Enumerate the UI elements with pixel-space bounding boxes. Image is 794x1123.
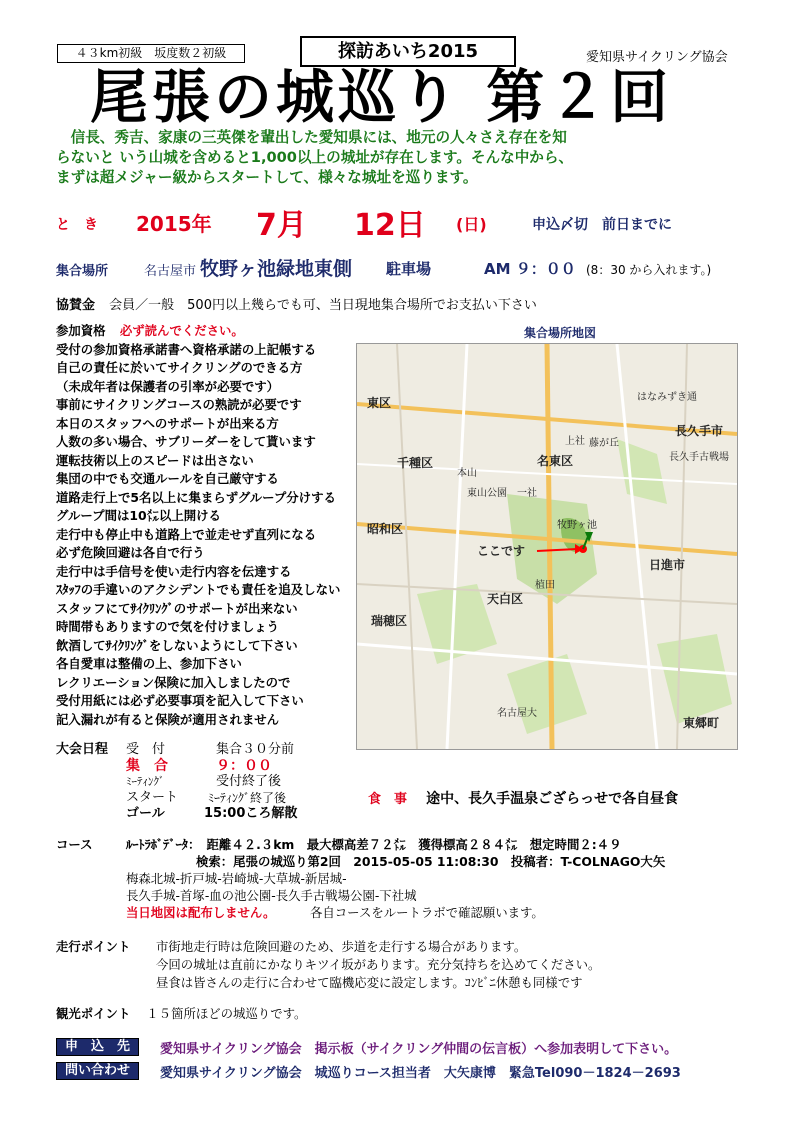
points-line: 昼食は皆さんの走行に合わせて臨機応変に設定します。ｺﾝﾋﾞﾆ休憩も同様です (156, 975, 583, 990)
requirement-item: 事前にサイクリングコースの熟読が必要です (56, 397, 302, 412)
requirement-item: グループ間は10㍍以上開ける (56, 508, 221, 523)
schedule-row-value: 集合３０分前 (216, 742, 295, 757)
requirements (56, 322, 340, 729)
sight-row (56, 1004, 306, 1022)
points-line: 今回の城址は直前にかなりキツイ坂があります。充分気持ちを込めてください。 (156, 957, 601, 972)
requirement-item: スタッフにてｻｲｸﾘﾝｸﾞのサポートが出来ない (56, 600, 298, 616)
course-route: 長久手城-首塚-血の池公園-長久手古戦場公園-下社城 (126, 888, 417, 903)
course-route: 梅森北城-折戸城-岩崎城-大草城-新居城- (126, 871, 347, 886)
map-label: 昭和区 (367, 522, 404, 536)
intro (56, 128, 573, 188)
requirement-item: 本日のスタッフへのサポートが出来る方 (56, 415, 279, 431)
map-label: 天白区 (487, 592, 524, 606)
meeting-note: (8：30 から入れます。) (586, 263, 712, 277)
map-here-label: ここです (477, 544, 526, 558)
map-label: 一社 (517, 488, 537, 499)
contact-text: 愛知県サイクリング協会 城巡りコース担当者 大矢康博 緊急Tel090－1824－2693 (160, 1066, 681, 1081)
schedule-row-value: 受付終了後 (216, 774, 282, 789)
date-year: 2015年 (136, 212, 212, 236)
date-day: 12日 (354, 208, 426, 243)
map-label: 瑞穂区 (371, 614, 408, 628)
schedule-row-value: 15:00ころ解散 (204, 806, 298, 821)
deadline: 申込〆切 前日までに (532, 217, 672, 233)
requirement-item: 走行中も停止中も道路上で並走せず直列になる (56, 526, 317, 542)
map-graphic (357, 344, 737, 749)
sight-label: 観光ポイント (56, 1006, 131, 1021)
schedule-row-name: スタート (126, 790, 179, 805)
requirement-item: 人数の多い場合、サブリーダーをして貰います (56, 434, 316, 449)
map-label: 上社 (565, 436, 585, 447)
intro-line: らないと いう山城を含めると1,000以上の城址が存在します。そんな中から、 (56, 149, 574, 166)
date-label: と き (56, 217, 98, 233)
map-label: 藤が丘 (589, 438, 619, 449)
schedule-row-value: ﾐｰﾃｨﾝｸﾞ終了後 (208, 791, 287, 805)
intro-line: 信長、秀吉、家康の三英傑を輩出した愛知県には、地元の人々さえ存在を知 (56, 129, 567, 146)
requirement-item: 時間帯もありますので気を付けましょう (56, 619, 280, 634)
map-label: 牧野ヶ池 (557, 520, 597, 531)
sight-text: １５箇所ほどの城巡りです。 (146, 1006, 307, 1021)
meeting-time: AM ９：００ (484, 260, 576, 278)
points-label: 走行ポイント (56, 939, 131, 954)
course-stats: ﾙｰﾄﾗﾎﾞﾃﾞｰﾀ： 距離４２.３km 最大標高差７２㍍ 獲得標高２８４㍍ 想定時間２:４９ (126, 837, 622, 852)
schedule-row-name: ﾐｰﾃｨﾝｸﾞ (126, 775, 165, 788)
meeting-place: 牧野ヶ池緑地東側 (200, 258, 353, 280)
requirement-item: 集団の中でも交通ルールを自己厳守する (56, 471, 279, 486)
points-line: 市街地走行時は危険回避のため、歩道を走行する場合があります。 (156, 939, 527, 954)
date-month: 7月 (256, 208, 307, 243)
apply-text: 愛知県サイクリング協会 掲示板（サイクリング仲間の伝言板）へ参加表明して下さい。 (160, 1042, 678, 1057)
requirement-item: レクリエーション保険に加入しましたので (56, 674, 291, 690)
map-label: 名東区 (537, 454, 574, 468)
map-label: 日進市 (649, 558, 686, 572)
date-weekday: (日) (456, 215, 487, 234)
map-label: 千種区 (397, 456, 434, 470)
map-label: 長久手市 (675, 424, 724, 438)
requirement-item: 運転技術以上のスピードは出さない (56, 452, 254, 468)
meal-row (368, 788, 678, 808)
requirement-item: 受付用紙には必ず必要事項を記入して下さい (56, 693, 304, 708)
requirement-item: 記入漏れが有ると保険が適用されません (56, 711, 280, 727)
requirement-item: 道路走行上で5名以上に集まらずグループ分けする (56, 489, 336, 505)
map-label: 東郷町 (683, 716, 720, 730)
requirement-item: ｽﾀｯﾌの手違いのアクシデントでも責任を追及しない (56, 582, 341, 597)
map-label: 植田 (535, 580, 555, 591)
map-label: 東区 (367, 396, 392, 410)
meeting-label: 集合場所 (56, 264, 109, 279)
requirement-item: （未成年者は保護者の引率が必要です） (56, 378, 280, 394)
requirements-must: 必ず読んでください。 (119, 323, 244, 338)
course-search: 検索：尾張の城巡り第2回 2015-05-05 11:08:30 投稿者：T-COLNAGO大矢 (196, 854, 666, 869)
meal-text: 途中、長久手温泉ござらっせで各自昼食 (426, 791, 679, 807)
course-label: コース (56, 837, 93, 852)
map-label: 本山 (457, 468, 477, 479)
level-tag: ４３km初級 坂度数２初級 (57, 44, 245, 63)
requirement-item: 自己の責任に於いてサイクリングのできる方 (56, 360, 303, 375)
requirements-list (56, 341, 340, 730)
map-label: はなみずき通 (637, 392, 697, 403)
map-label: 東山公園 (467, 488, 507, 499)
fee-row (56, 294, 537, 313)
course-no-map: 当日地図は配布しません。 (126, 905, 276, 920)
apply-badge: 申 込 先 (56, 1038, 139, 1056)
meeting-map (356, 343, 738, 750)
map-caption: 集合場所地図 (524, 326, 597, 340)
intro-line: まずは超メジャー級からスタートして、様々な城址を巡ります。 (56, 169, 478, 186)
map-label: 長久手古戦場 (669, 452, 729, 463)
schedule-row-name: 受 付 (126, 742, 166, 757)
meal-label: 食 事 (368, 792, 408, 807)
meeting-lot: 駐車場 (386, 260, 432, 278)
fee-label: 協賛金 (56, 298, 96, 313)
contact-badge: 問い合わせ (56, 1062, 139, 1080)
organizer: 愛知県サイクリング協会 (586, 50, 728, 65)
requirement-item: 走行中は手信号を使い走行内容を伝達する (56, 563, 292, 579)
meeting-city: 名古屋市 (144, 264, 197, 279)
schedule-row-name: 集 合 (126, 758, 168, 774)
requirement-item: 飲酒してｻｲｸﾘﾝｸﾞをしないようにして下さい (56, 637, 298, 653)
schedule-row-value: ９：００ (216, 758, 272, 774)
requirements-label: 参加資格 (56, 323, 106, 338)
requirement-item: 各自愛車は整備の上、参加下さい (56, 656, 242, 671)
schedule-label: 大会日程 (56, 742, 109, 757)
course-check: 各自コースをルートラボで確認願います。 (310, 905, 544, 920)
map-label: 名古屋大 (497, 708, 537, 719)
requirement-item: 受付の参加資格承諾書へ資格承諾の上記帳する (56, 341, 317, 357)
event-box: 探訪あいち2015 (300, 36, 516, 67)
fee-text: 会員／一般 500円以上幾らでも可、当日現地集合場所でお支払い下さい (109, 298, 537, 313)
schedule-row-name: ゴール (126, 806, 165, 821)
page-title: 尾張の城巡り 第２回 (90, 63, 673, 131)
requirement-item: 必ず危険回避は各自で行う (56, 545, 205, 560)
